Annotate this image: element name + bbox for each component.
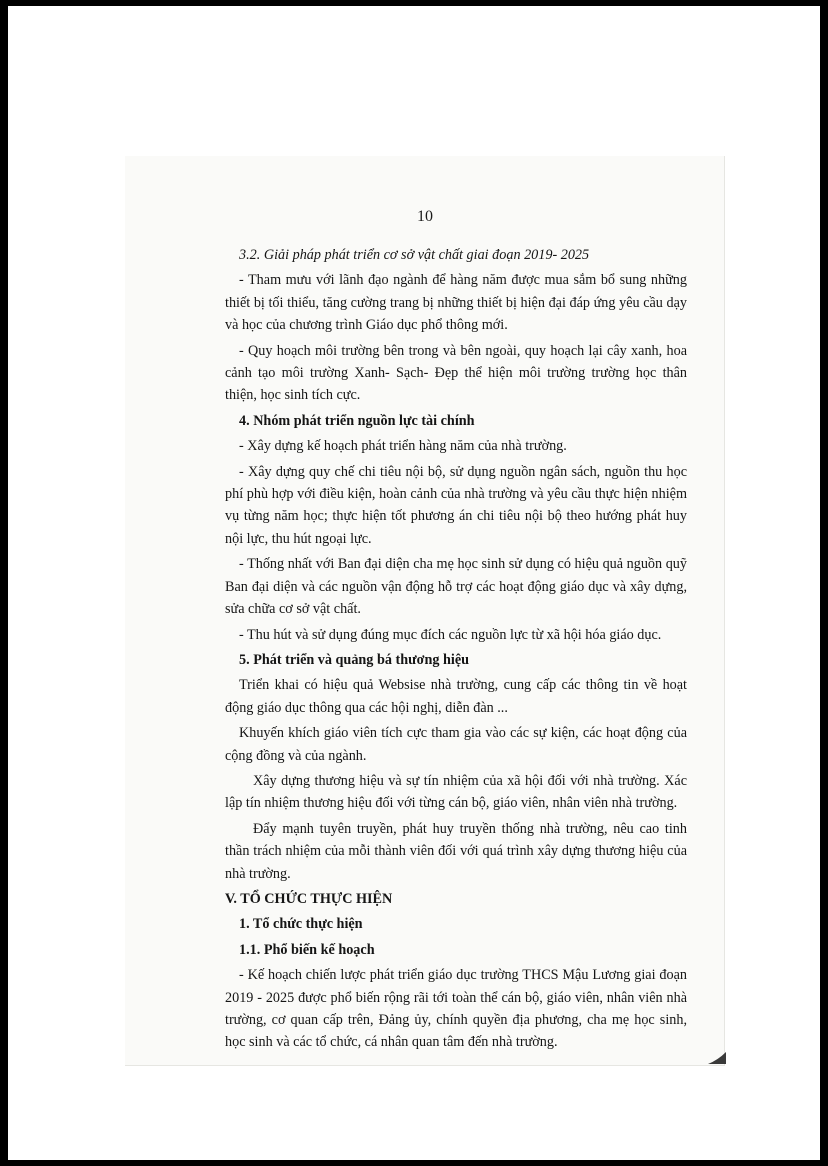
section-heading-1: 1. Tổ chức thực hiện bbox=[239, 916, 363, 933]
paragraph: Xây dựng thương hiệu và sự tín nhiệm của xã hội đối với nhà trường. Xác lập tín nhiệm thương hiệu đối với từng cán bộ, giáo viên, nhân viên nhà trường. bbox=[225, 772, 687, 812]
paragraph: - Kế hoạch chiến lược phát triển giáo dục trường THCS Mậu Lương giai đoạn 2019 - 2025 được phổ biến rộng rãi tới toàn thể cán bộ, giáo viên, nhân viên nhà trường, cơ quan cấp trên, Đảng ủy, chính quyền địa phương, cha mẹ học sinh, học sinh và các tổ chức, cá nhân quan tâm đến nhà trường. bbox=[225, 967, 687, 1051]
paragraph: - Xây dựng quy chế chi tiêu nội bộ, sử dụng nguồn ngân sách, nguồn thu học phí phù hợp với điều kiện, hoàn cảnh của nhà trường và yêu cầu thực hiện nhiệm vụ từng năm học; thực hiện tốt phương án chi tiêu nội bộ theo hướng phát huy nội lực, thu hút ngoại lực. bbox=[225, 463, 687, 547]
paragraph: - Thống nhất với Ban đại diện cha mẹ học sinh sử dụng có hiệu quả nguồn quỹ Ban đại diện và các nguồn vận động hỗ trợ các hoạt động giáo dục và xây dựng, sửa chữa cơ sở vật chất. bbox=[225, 556, 687, 618]
paragraph: Triển khai có hiệu quả Websise nhà trường, cung cấp các thông tin về hoạt động giáo dục thông qua các hội nghị, diễn đàn ... bbox=[225, 677, 687, 716]
page-body bbox=[225, 244, 687, 1057]
paragraph: - Tham mưu với lãnh đạo ngành để hàng năm được mua sắm bổ sung những thiết bị tối thiểu, tăng cường trang bị những thiết bị hiện đại đáp ứng yêu cầu dạy và học của chương trình Giáo dục phổ thông mới. bbox=[225, 272, 687, 334]
section-heading-4: 4. Nhóm phát triển nguồn lực tài chính bbox=[239, 412, 475, 429]
document-viewer bbox=[8, 6, 820, 1160]
paragraph: Đẩy mạnh tuyên truyền, phát huy truyền thống nhà trường, nêu cao tinh thần trách nhiệm của mỗi thành viên đối với quá trình xây dựng thương hiệu của nhà trường. bbox=[225, 820, 687, 882]
paragraph: - Xây dựng kế hoạch phát triển hàng năm của nhà trường. bbox=[239, 438, 567, 455]
paragraph: - Quy hoạch môi trường bên trong và bên ngoài, quy hoạch lại cây xanh, hoa cảnh tạo môi trường Xanh- Sạch- Đẹp thể hiện môi trường trường học thân thiện, học sinh tích cực. bbox=[225, 342, 687, 404]
section-heading-3-2: 3.2. Giải pháp phát triển cơ sở vật chất giai đoạn 2019- 2025 bbox=[239, 247, 590, 263]
paragraph: - Thu hút và sử dụng đúng mục đích các nguồn lực từ xã hội hóa giáo dục. bbox=[239, 626, 662, 643]
page-corner-mark bbox=[708, 1050, 726, 1064]
section-heading-v: V. TỔ CHỨC THỰC HIỆN bbox=[225, 890, 393, 907]
paragraph: Khuyến khích giáo viên tích cực tham gia vào các sự kiện, các hoạt động của cộng đồng và của ngành. bbox=[225, 725, 687, 764]
scanned-page bbox=[125, 156, 725, 1066]
section-heading-1-1: 1.1. Phổ biến kế hoạch bbox=[239, 941, 375, 958]
section-heading-5: 5. Phát triển và quảng bá thương hiệu bbox=[239, 651, 470, 668]
page-number: 10 bbox=[417, 208, 433, 225]
